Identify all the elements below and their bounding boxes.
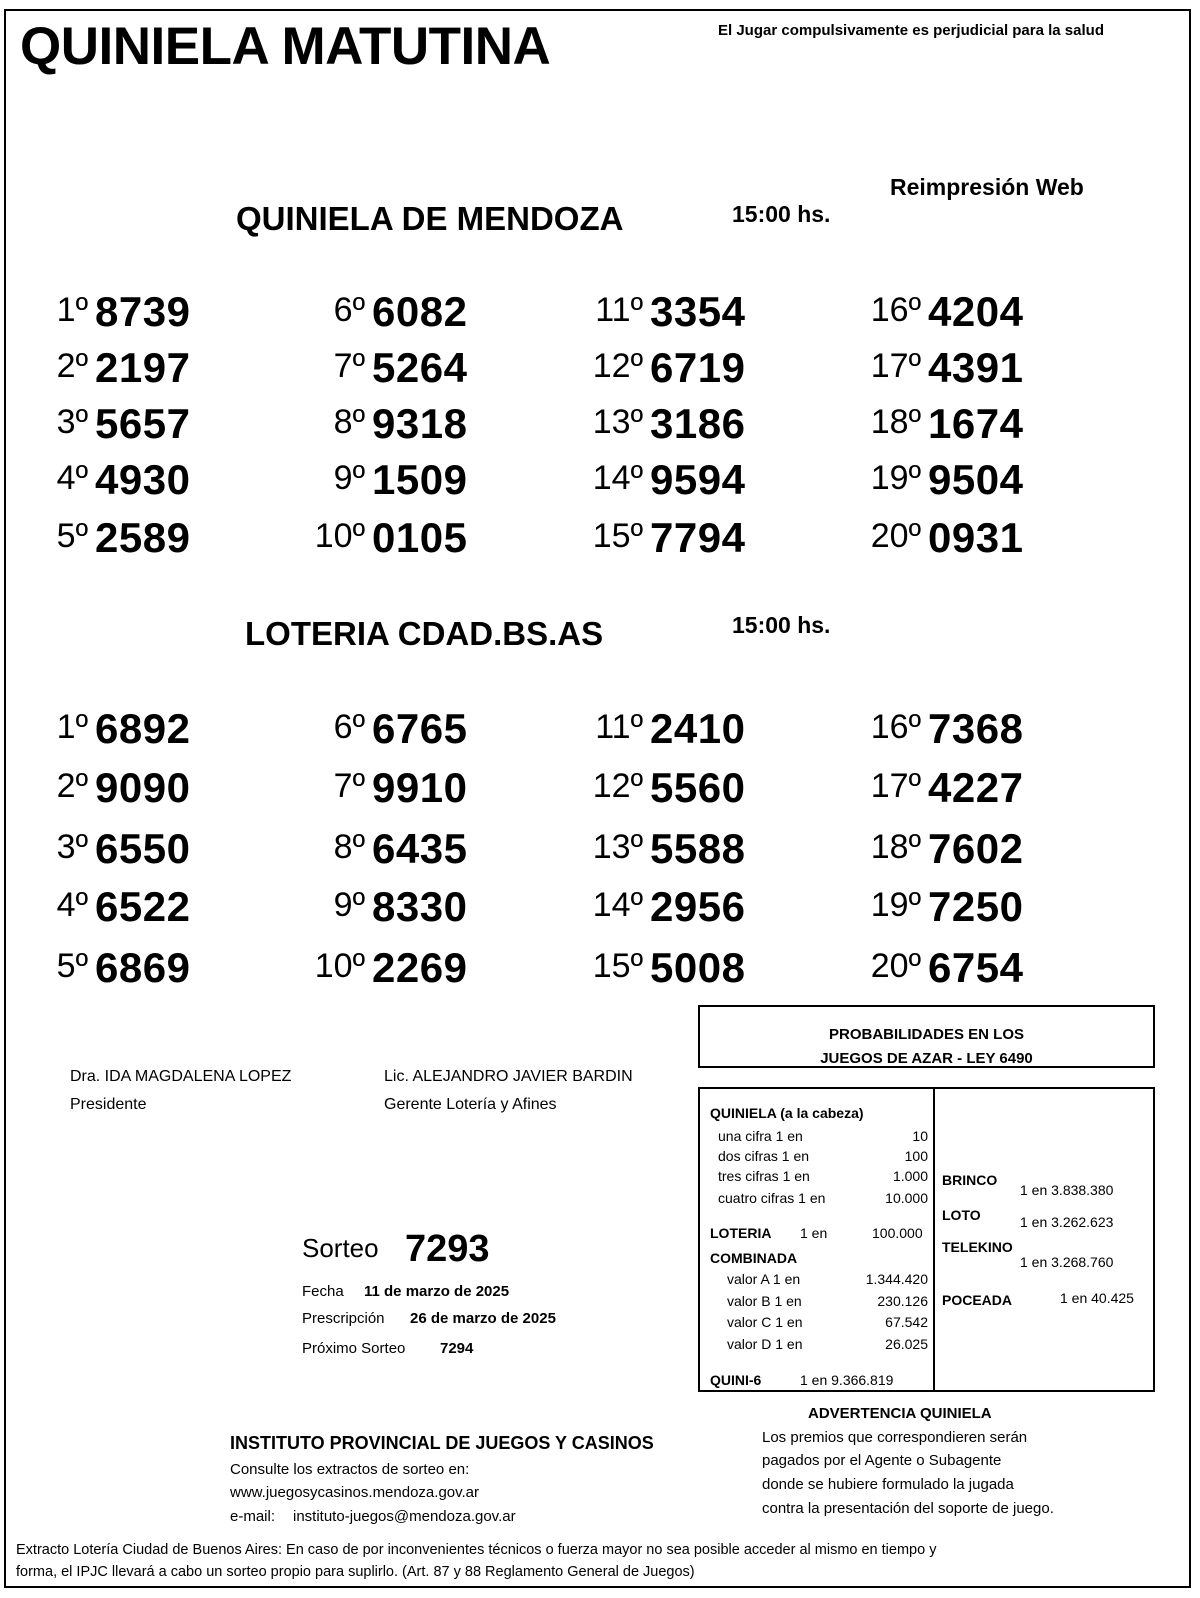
result-row: [277, 392, 537, 448]
result-row: [0, 875, 260, 931]
result-position: 5º: [56, 517, 88, 555]
result-row: [277, 448, 537, 504]
result-number: 6522: [95, 883, 191, 930]
result-row: [0, 697, 260, 753]
institute-website[interactable]: www.juegosycasinos.mendoza.gov.ar: [230, 1484, 480, 1501]
result-number: 9090: [95, 764, 191, 811]
result-number: 3354: [650, 288, 746, 335]
result-row: [833, 506, 1093, 562]
result-row: [833, 280, 1093, 336]
result-number: 2197: [95, 344, 191, 391]
result-number: 4227: [928, 764, 1024, 811]
result-row: [277, 756, 537, 812]
telekino-value: 1 en 3.268.760: [1020, 1254, 1114, 1270]
probabilities-header-line2: JUEGOS DE AZAR - LEY 6490: [820, 1050, 1033, 1067]
result-row: [277, 506, 537, 562]
result-number: 8330: [372, 883, 468, 930]
result-number: 2410: [650, 705, 746, 752]
result-number: 6082: [372, 288, 468, 335]
result-number: 0931: [928, 514, 1024, 561]
result-row: [833, 697, 1093, 753]
poceada-label: POCEADA: [942, 1292, 1013, 1308]
result-number: 6435: [372, 825, 468, 872]
result-number: 7250: [928, 883, 1024, 930]
combinada-label: COMBINADA: [710, 1250, 798, 1266]
result-row: [277, 280, 537, 336]
result-position: 4º: [56, 459, 88, 497]
institute-email[interactable]: instituto-juegos@mendoza.gov.ar: [293, 1508, 516, 1525]
result-number: 4391: [928, 344, 1024, 391]
quini6-text: 1 en 9.366.819: [800, 1372, 894, 1388]
footer-line1: Extracto Lotería Ciudad de Buenos Aires: En caso de por inconvenientes técnicos o fuerza mayor no sea posible acceder al mismo en tiempo y: [16, 1542, 937, 1558]
result-number: 7368: [928, 705, 1024, 752]
result-number: 3186: [650, 400, 746, 447]
result-row: [833, 336, 1093, 392]
result-position: 7º: [333, 767, 365, 805]
result-row: [555, 280, 815, 336]
result-number: 6892: [95, 705, 191, 752]
institute-name: INSTITUTO PROVINCIAL DE JUEGOS Y CASINOS: [230, 1433, 654, 1453]
result-position: 3º: [56, 403, 88, 441]
signature-left-role: Presidente: [70, 1096, 147, 1113]
result-row: [555, 448, 815, 504]
result-number: 9504: [928, 456, 1024, 503]
result-position: 16º: [870, 708, 921, 746]
institute-line1: Consulte los extractos de sorteo en:: [230, 1461, 470, 1478]
result-number: 6550: [95, 825, 191, 872]
probability-row-value: 1.000: [892, 1168, 928, 1184]
result-row: [0, 280, 260, 336]
telekino-label: TELEKINO: [942, 1239, 1013, 1255]
bsas-time: 15:00 hs.: [732, 612, 831, 638]
result-number: 5264: [372, 344, 468, 391]
result-position: 10º: [314, 517, 365, 555]
signature-right-name: Lic. ALEJANDRO JAVIER BARDIN: [384, 1068, 633, 1085]
result-position: 14º: [592, 886, 643, 924]
probabilities-header: [698, 1005, 1155, 1068]
result-row: [555, 697, 815, 753]
sorteo-number: 7293: [405, 1228, 490, 1270]
quiniela-label: QUINIELA (a la cabeza): [710, 1105, 864, 1121]
page-title: QUINIELA MATUTINA: [20, 17, 551, 76]
probability-row-value: 10.000: [885, 1190, 928, 1206]
loteria-text: 1 en: [800, 1225, 828, 1241]
result-row: [555, 875, 815, 931]
result-position: 4º: [56, 886, 88, 924]
result-position: 5º: [56, 947, 88, 985]
loto-label: LOTO: [942, 1207, 981, 1223]
probabilities-header-line1: PROBABILIDADES EN LOS: [828, 1026, 1024, 1043]
result-position: 15º: [592, 517, 643, 555]
result-position: 13º: [592, 403, 643, 441]
result-row: [0, 936, 260, 992]
result-position: 8º: [333, 828, 365, 866]
result-position: 16º: [870, 291, 921, 329]
probability-row-label: una cifra 1 en: [718, 1128, 803, 1144]
probability-row-label: cuatro cifras 1 en: [718, 1190, 826, 1206]
result-row: [555, 506, 815, 562]
result-number: 1509: [372, 456, 468, 503]
result-position: 9º: [333, 459, 365, 497]
result-row: [0, 756, 260, 812]
result-row: [277, 697, 537, 753]
result-number: 5008: [650, 944, 746, 991]
result-position: 11º: [595, 708, 643, 746]
result-number: 9318: [372, 400, 468, 447]
result-row: [277, 936, 537, 992]
prescripcion-label: Prescripción: [302, 1310, 385, 1327]
result-number: 6765: [372, 705, 468, 752]
result-position: 20º: [870, 517, 921, 555]
result-position: 1º: [56, 291, 88, 329]
result-row: [277, 336, 537, 392]
mendoza-title: QUINIELA DE MENDOZA: [236, 200, 624, 237]
result-row: [555, 817, 815, 873]
probability-row-value: 100: [904, 1148, 928, 1164]
result-position: 18º: [870, 828, 921, 866]
result-position: 13º: [592, 828, 643, 866]
footer-line2: forma, el IPJC llevará a cabo un sorteo propio para suplirlo. (Art. 87 y 88 Reglamento General de Juegos): [16, 1564, 695, 1580]
result-row: [833, 817, 1093, 873]
result-position: 15º: [592, 947, 643, 985]
result-position: 8º: [333, 403, 365, 441]
result-row: [0, 817, 260, 873]
result-number: 6719: [650, 344, 746, 391]
loto-value: 1 en 3.262.623: [1020, 1214, 1114, 1230]
result-number: 9594: [650, 456, 746, 503]
result-position: 14º: [592, 459, 643, 497]
result-position: 18º: [870, 403, 921, 441]
result-row: [833, 392, 1093, 448]
result-row: [555, 336, 815, 392]
result-position: 19º: [870, 459, 921, 497]
result-row: [0, 448, 260, 504]
advertencia-line: Los premios que correspondieren serán: [762, 1429, 1028, 1446]
probability-row-value: 10: [912, 1128, 928, 1144]
result-position: 12º: [592, 767, 643, 805]
result-row: [0, 506, 260, 562]
result-row: [833, 936, 1093, 992]
result-number: 5588: [650, 825, 746, 872]
signature-left-name: Dra. IDA MAGDALENA LOPEZ: [70, 1068, 292, 1085]
signature-right-role: Gerente Lotería y Afines: [384, 1096, 557, 1113]
institute-email-label: e-mail:: [230, 1508, 276, 1525]
result-position: 6º: [333, 291, 365, 329]
probability-row-value: 67.542: [885, 1314, 928, 1330]
result-number: 4930: [95, 456, 191, 503]
loteria-label: LOTERIA: [710, 1225, 772, 1241]
result-number: 6869: [95, 944, 191, 991]
probability-row-value: 26.025: [885, 1336, 928, 1352]
result-row: [0, 336, 260, 392]
fecha-value: 11 de marzo de 2025: [364, 1283, 510, 1300]
advertencia-line: contra la presentación del soporte de juego.: [762, 1500, 1054, 1517]
result-position: 3º: [56, 828, 88, 866]
loteria-value: 100.000: [872, 1225, 923, 1241]
probabilities-divider: [933, 1087, 935, 1392]
advertencia-line: donde se hubiere formulado la jugada: [762, 1476, 1014, 1493]
sorteo-label: Sorteo: [302, 1233, 379, 1263]
probability-row-value: 230.126: [877, 1293, 928, 1309]
result-position: 17º: [870, 767, 921, 805]
result-row: [0, 392, 260, 448]
brinco-value: 1 en 3.838.380: [1020, 1182, 1114, 1198]
result-position: 20º: [870, 947, 921, 985]
result-position: 17º: [870, 347, 921, 385]
result-row: [833, 875, 1093, 931]
probability-row-label: valor C 1 en: [727, 1314, 803, 1330]
result-position: 7º: [333, 347, 365, 385]
probability-row-label: tres cifras 1 en: [718, 1168, 810, 1184]
result-number: 9910: [372, 764, 468, 811]
proximo-label: Próximo Sorteo: [302, 1340, 406, 1357]
advertencia-line: pagados por el Agente o Subagente: [762, 1452, 1002, 1469]
fecha-label: Fecha: [302, 1283, 344, 1300]
probability-row-label: valor B 1 en: [727, 1293, 802, 1309]
result-number: 6754: [928, 944, 1024, 991]
reprint-label: Reimpresión Web: [890, 174, 1084, 200]
probability-row-label: valor D 1 en: [727, 1336, 803, 1352]
result-row: [555, 936, 815, 992]
mendoza-time: 15:00 hs.: [732, 201, 831, 227]
advertencia-title: ADVERTENCIA QUINIELA: [808, 1405, 992, 1422]
probability-row-label: dos cifras 1 en: [718, 1148, 810, 1164]
result-position: 1º: [56, 708, 88, 746]
result-position: 11º: [595, 291, 643, 329]
result-row: [833, 448, 1093, 504]
prescripcion-value: 26 de marzo de 2025: [410, 1310, 556, 1327]
result-row: [555, 756, 815, 812]
brinco-label: BRINCO: [942, 1172, 998, 1188]
result-number: 7602: [928, 825, 1024, 872]
result-number: 5560: [650, 764, 746, 811]
quini6-label: QUINI-6: [710, 1372, 762, 1388]
result-position: 2º: [56, 347, 88, 385]
result-position: 2º: [56, 767, 88, 805]
result-number: 7794: [650, 514, 746, 561]
probability-row-label: valor A 1 en: [727, 1271, 801, 1287]
result-number: 5657: [95, 400, 191, 447]
result-number: 8739: [95, 288, 191, 335]
result-position: 6º: [333, 708, 365, 746]
result-position: 19º: [870, 886, 921, 924]
proximo-value: 7294: [440, 1340, 474, 1357]
result-number: 1674: [928, 400, 1024, 447]
health-warning: El Jugar compulsivamente es perjudicial para la salud: [718, 22, 1104, 39]
result-row: [555, 392, 815, 448]
result-position: 10º: [314, 947, 365, 985]
result-row: [833, 756, 1093, 812]
bsas-title: LOTERIA CDAD.BS.AS: [245, 615, 604, 652]
probability-row-value: 1.344.420: [865, 1271, 928, 1287]
result-number: 2956: [650, 883, 746, 930]
poceada-value: 1 en 40.425: [1060, 1290, 1134, 1306]
result-number: 0105: [372, 514, 468, 561]
result-row: [277, 817, 537, 873]
result-number: 4204: [928, 288, 1024, 335]
result-position: 12º: [592, 347, 643, 385]
result-position: 9º: [333, 886, 365, 924]
result-number: 2589: [95, 514, 191, 561]
result-number: 2269: [372, 944, 468, 991]
result-row: [277, 875, 537, 931]
